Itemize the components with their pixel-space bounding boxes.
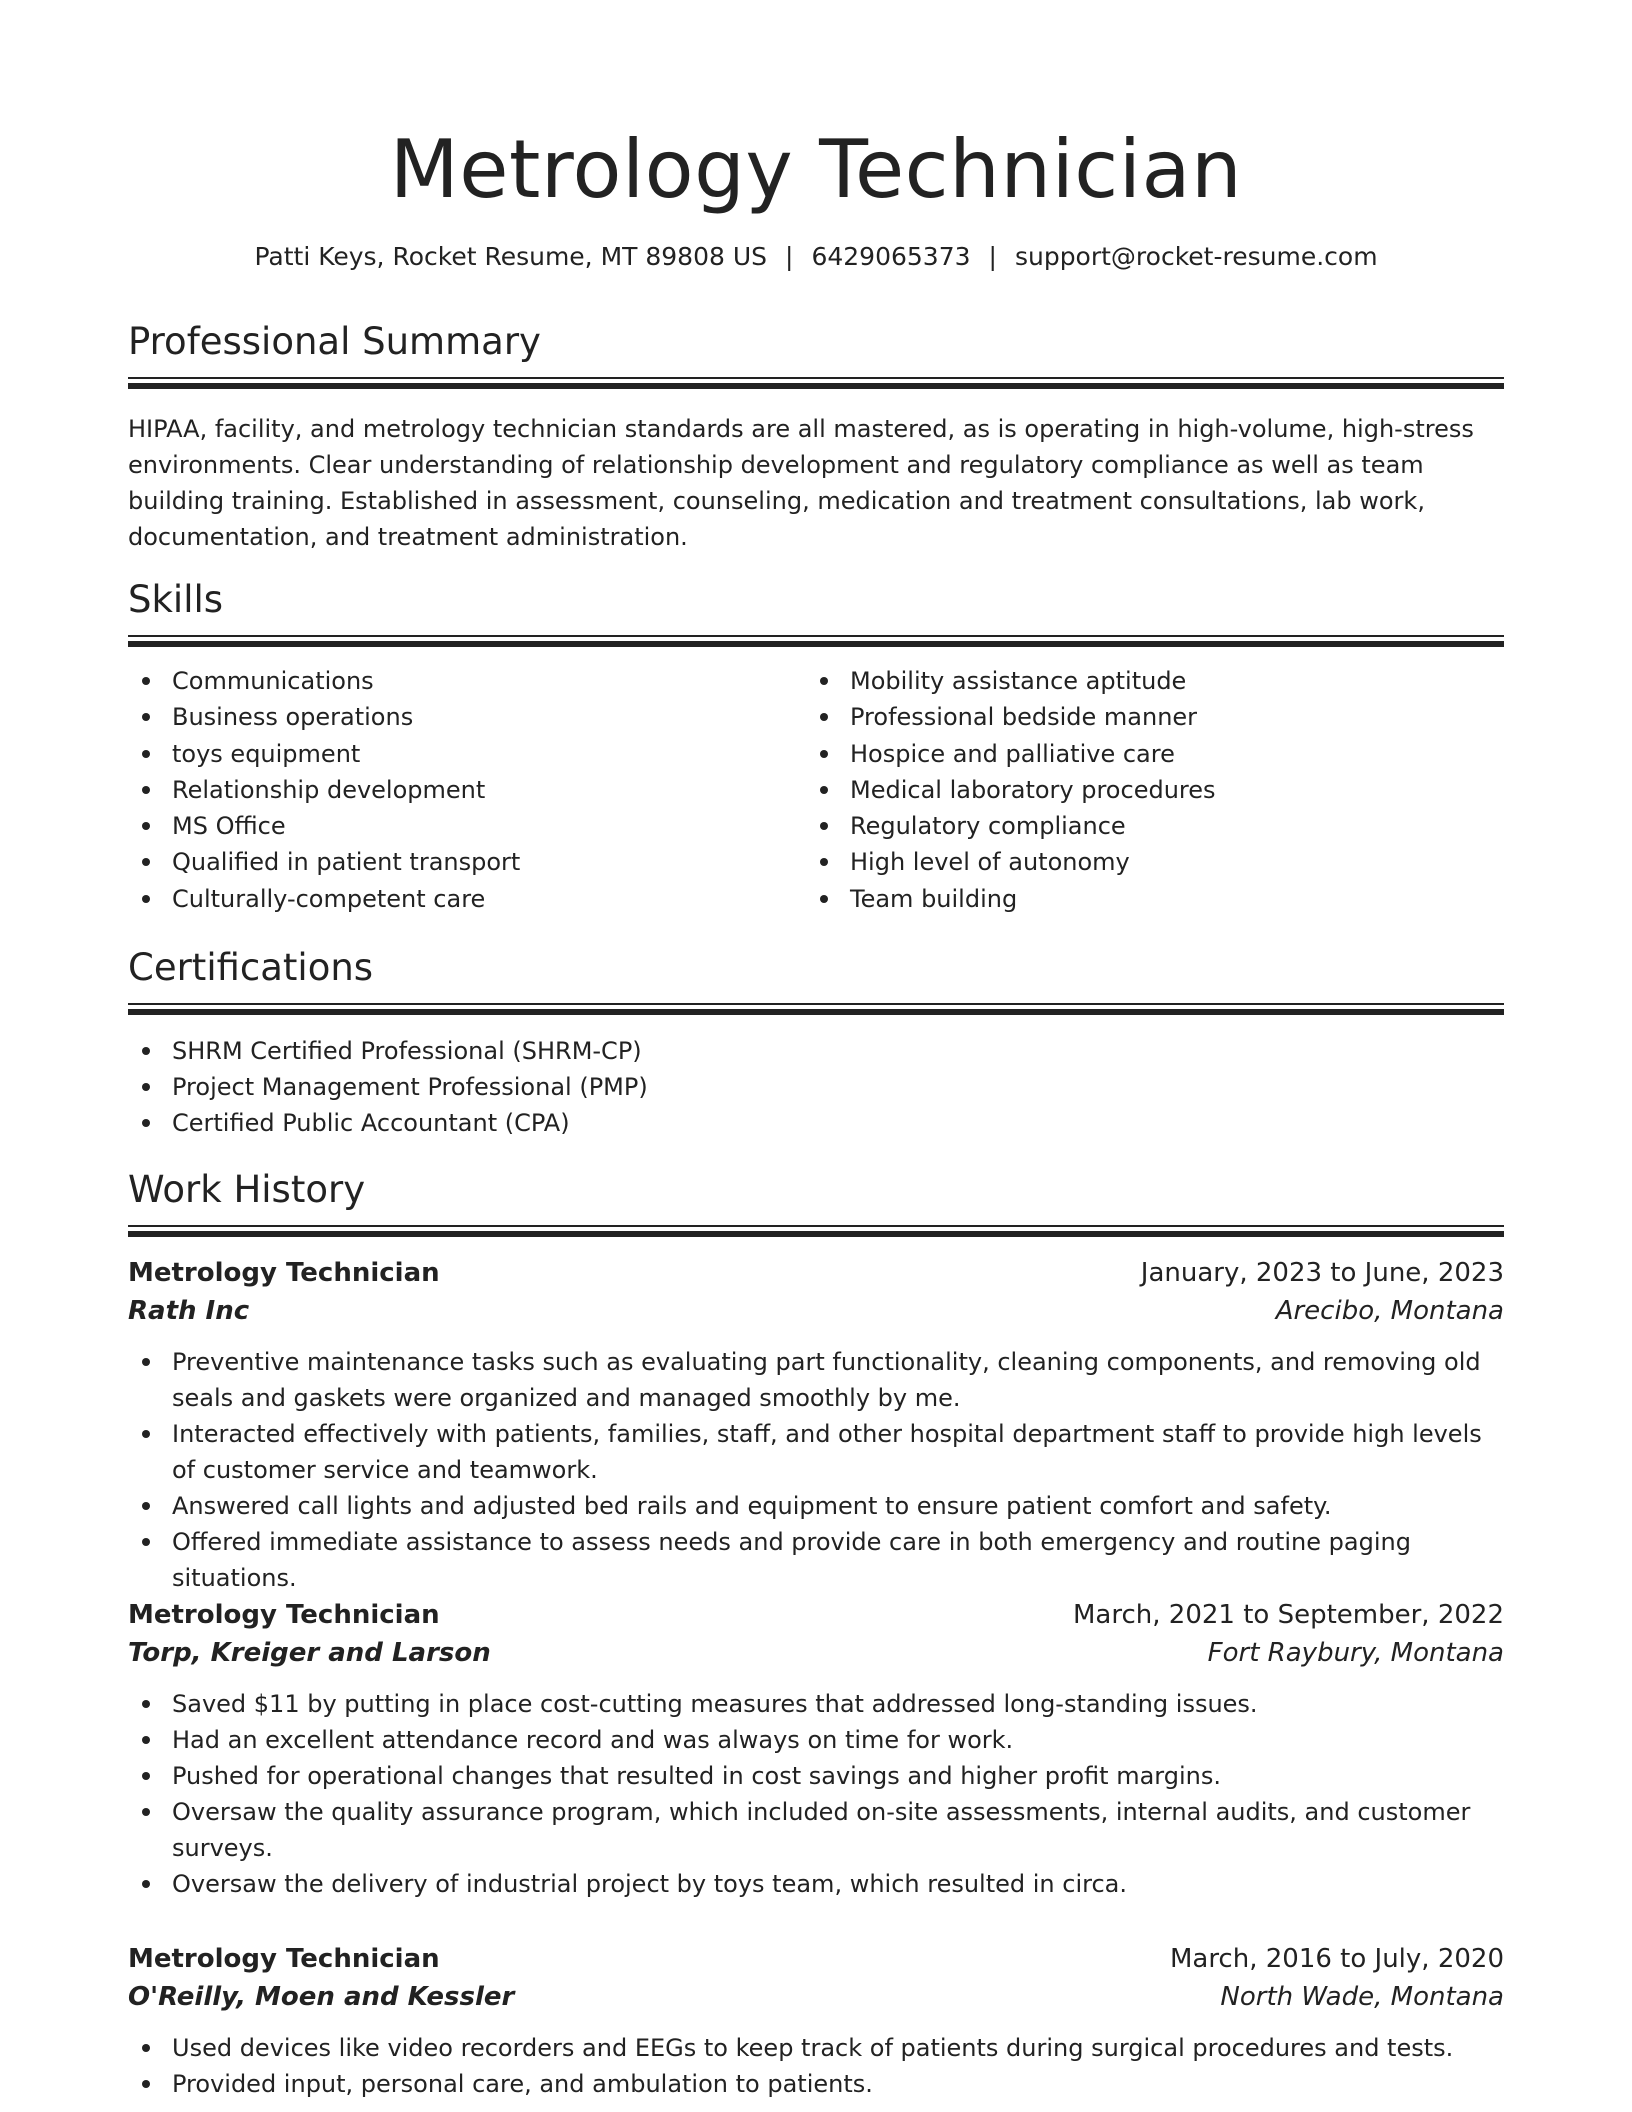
section-divider [128, 377, 1504, 389]
job-header-row [128, 1940, 1504, 1978]
section-heading: Skills [128, 578, 224, 621]
job-location: North Wade, Montana [1220, 1982, 1504, 2012]
job-dates: January, 2023 to June, 2023 [1140, 1258, 1504, 1288]
job-company-row [128, 1634, 1504, 1672]
job-bullet: Answered call lights and adjusted bed rails and equipment to ensure patient comfort and safety. [128, 1488, 1504, 1524]
skill-item: Qualified in patient transport [128, 844, 806, 880]
job-bullet-list [128, 1686, 1504, 1902]
job-bullet: Oversaw the quality assurance program, which included on-site assessments, internal audits, and customer surveys. [128, 1794, 1504, 1866]
job-header-row [128, 1596, 1504, 1634]
certification-item: SHRM Certified Professional (SHRM-CP) [128, 1033, 1504, 1069]
contact-separator: | [988, 242, 997, 271]
job-company-row [128, 1292, 1504, 1330]
skill-item: Medical laboratory procedures [806, 772, 1484, 808]
section-heading: Professional Summary [128, 320, 541, 363]
job-dates: March, 2021 to September, 2022 [1073, 1600, 1504, 1630]
skill-item: Business operations [128, 699, 806, 735]
skill-item: Team building [806, 881, 1484, 917]
job-header-row [128, 1254, 1504, 1292]
resume-header [128, 0, 1504, 274]
section-divider [128, 1225, 1504, 1237]
job-bullet: Oversaw the delivery of industrial project by toys team, which resulted in circa. [128, 1866, 1504, 1902]
job-bullet: Used devices like video recorders and EEGs to keep track of patients during surgical procedures and tests. [128, 2030, 1504, 2066]
skills-list-right [806, 663, 1484, 917]
contact-phone: 6429065373 [811, 242, 971, 271]
job-entry [128, 1254, 1504, 1596]
skill-item: MS Office [128, 808, 806, 844]
job-bullet: Interacted effectively with patients, families, staff, and other hospital department staff to provide high levels of customer service and teamwork. [128, 1416, 1504, 1488]
job-title: Metrology Technician [128, 1258, 440, 1288]
job-title: Metrology Technician [128, 1600, 440, 1630]
resume-title: Metrology Technician [389, 123, 1243, 216]
job-company-row [128, 1978, 1504, 2016]
skill-item: Mobility assistance aptitude [806, 663, 1484, 699]
section-heading: Certifications [128, 946, 374, 989]
certifications-list [128, 1033, 1504, 1141]
job-entry [128, 1940, 1504, 2102]
certification-item: Certified Public Accountant (CPA) [128, 1105, 1504, 1141]
job-company: Rath Inc [128, 1296, 250, 1326]
job-company: Torp, Kreiger and Larson [128, 1638, 491, 1668]
job-bullet: Offered immediate assistance to assess needs and provide care in both emergency and routine paging situations. [128, 1524, 1504, 1596]
contact-email: support@rocket-resume.com [1014, 242, 1378, 271]
skill-item: Professional bedside manner [806, 699, 1484, 735]
job-title: Metrology Technician [128, 1944, 440, 1974]
job-bullet: Had an excellent attendance record and was always on time for work. [128, 1722, 1504, 1758]
contact-line [128, 240, 1504, 274]
work-history-section [128, 1166, 1504, 1237]
contact-address: Patti Keys, Rocket Resume, MT 89808 US [254, 242, 768, 271]
job-company: O'Reilly, Moen and Kessler [128, 1982, 515, 2012]
skill-item: High level of autonomy [806, 844, 1484, 880]
skills-list-left [128, 663, 806, 917]
job-location: Fort Raybury, Montana [1207, 1638, 1504, 1668]
job-entry [128, 1596, 1504, 1902]
skill-item: Relationship development [128, 772, 806, 808]
section-divider [128, 635, 1504, 647]
contact-separator: | [785, 242, 794, 271]
section-divider [128, 1003, 1504, 1015]
section-heading: Work History [128, 1168, 366, 1211]
job-dates: March, 2016 to July, 2020 [1169, 1944, 1504, 1974]
certifications-section [128, 944, 1504, 1141]
summary-section [128, 318, 1504, 555]
certification-item: Project Management Professional (PMP) [128, 1069, 1504, 1105]
skill-item: toys equipment [128, 736, 806, 772]
skill-item: Regulatory compliance [806, 808, 1484, 844]
job-bullet: Saved $11 by putting in place cost-cutting measures that addressed long-standing issues. [128, 1686, 1504, 1722]
job-bullet-list [128, 2030, 1504, 2102]
job-bullet: Provided input, personal care, and ambulation to patients. [128, 2066, 1504, 2102]
skill-item: Hospice and palliative care [806, 736, 1484, 772]
job-bullet: Preventive maintenance tasks such as evaluating part functionality, cleaning components, and removing old seals and gaskets were organized and managed smoothly by me. [128, 1344, 1504, 1416]
skill-item: Communications [128, 663, 806, 699]
job-location: Arecibo, Montana [1275, 1296, 1504, 1326]
skills-section [128, 576, 1504, 917]
skills-columns [128, 663, 1504, 917]
skill-item: Culturally-competent care [128, 881, 806, 917]
job-bullet-list [128, 1344, 1504, 1596]
summary-text: HIPAA, facility, and metrology technician standards are all mastered, as is operating in high-volume, high-stress environments. Clear understanding of relationship development and regulatory compliance as well as team building training. Established in assessment, counseling, medication and treatment consultations, lab work, documentation, and treatment administration. [128, 415, 1474, 551]
job-bullet: Pushed for operational changes that resulted in cost savings and higher profit margins. [128, 1758, 1504, 1794]
